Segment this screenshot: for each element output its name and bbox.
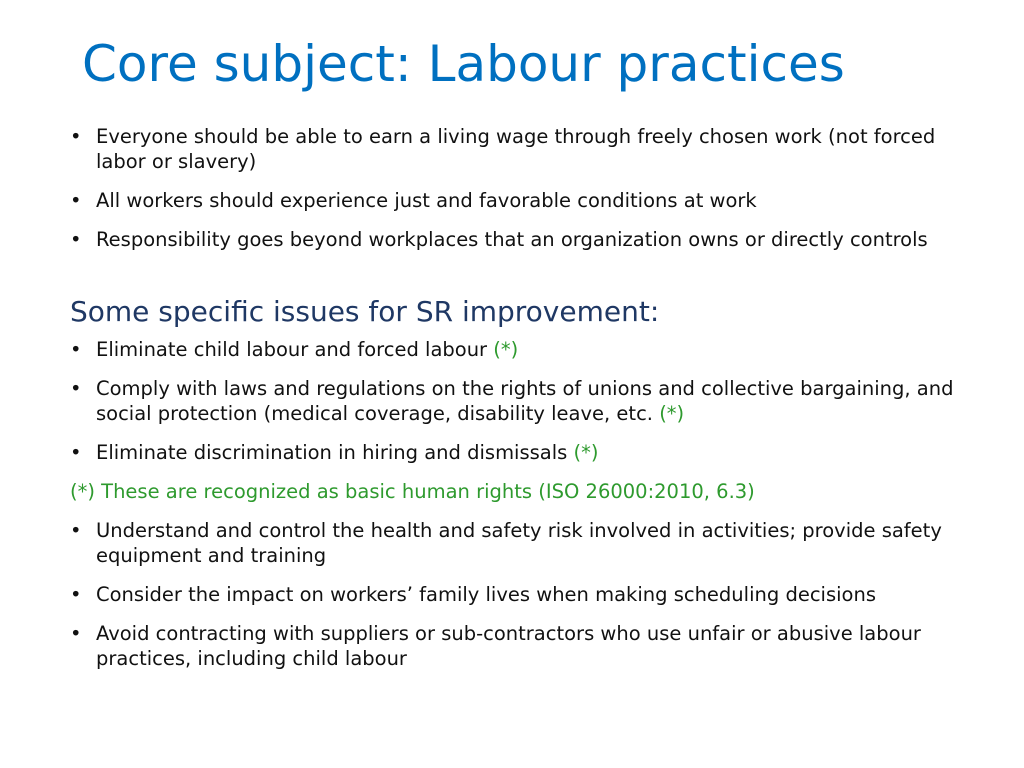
bullet-item: • All workers should experience just and favorable conditions at work (70, 188, 960, 213)
bullet-item: • Avoid contracting with suppliers or sub-contractors who use unfair or abusive labour practices, including child labour (70, 621, 960, 671)
bullet-item (70, 440, 960, 465)
bullet-item: • Responsibility goes beyond workplaces that an organization owns or directly controls (70, 227, 960, 252)
bullet-text: Eliminate discrimination in hiring and dismissals (96, 441, 574, 464)
section-heading: Some specific issues for SR improvement: (70, 295, 660, 328)
bullet-item (70, 337, 960, 362)
bullet-text: Comply with laws and regulations on the rights of unions and collective bargaining, and social protection (medical coverage, disability leave, etc. (96, 377, 954, 425)
bullet-text: Eliminate child labour and forced labour (96, 338, 494, 361)
human-rights-footnote: (*) These are recognized as basic human rights (ISO 26000:2010, 6.3) (70, 480, 755, 503)
bullet-item: • Understand and control the health and safety risk involved in activities; provide safety equipment and training (70, 518, 960, 568)
human-right-mark: (*) (659, 402, 685, 425)
rights-bullet-list (70, 337, 960, 465)
bullet-item: • Everyone should be able to earn a living wage through freely chosen work (not forced labor or slavery) (70, 124, 960, 174)
human-right-mark: (*) (573, 441, 599, 464)
bullet-item: • Consider the impact on workers’ family lives when making scheduling decisions (70, 582, 960, 607)
human-right-mark: (*) (493, 338, 519, 361)
intro-bullet-list (70, 124, 960, 252)
bullet-item (70, 376, 960, 426)
slide-title: Core subject: Labour practices (82, 35, 845, 93)
other-bullet-list (70, 518, 960, 671)
slide-content (70, 124, 960, 685)
